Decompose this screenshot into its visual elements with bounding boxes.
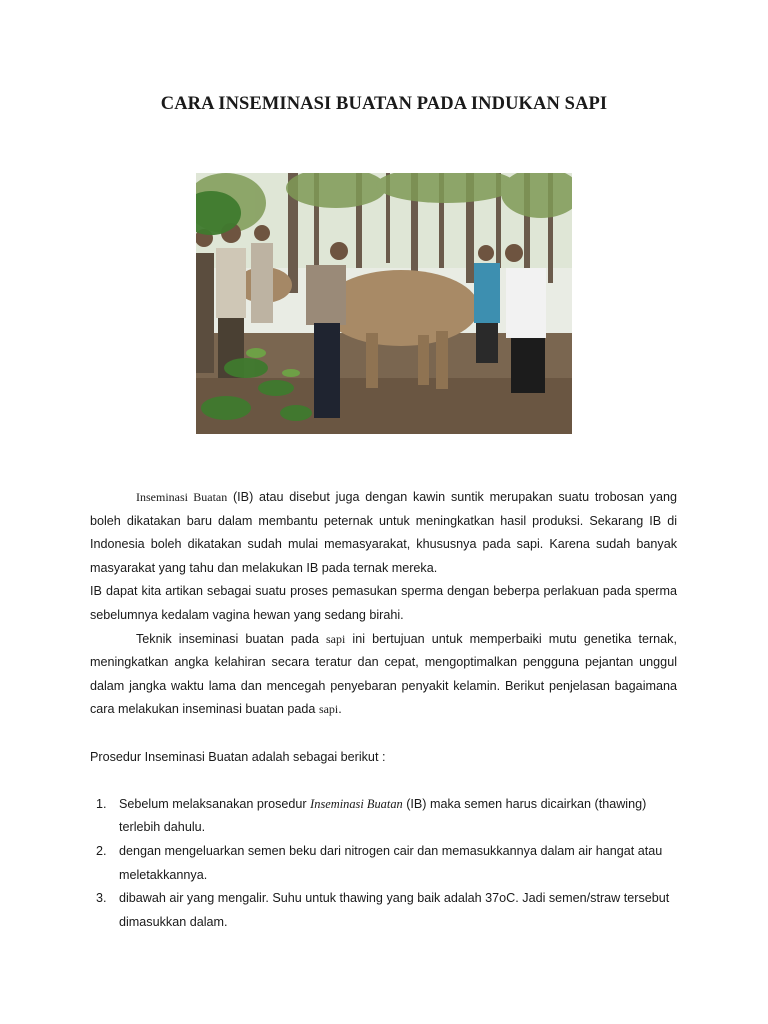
paragraph-purpose	[90, 628, 677, 722]
term-inseminasi-buatan: Inseminasi Buatan	[136, 490, 228, 504]
list-item-number: 3.	[96, 891, 107, 906]
spacer	[90, 769, 677, 793]
document-title: CARA INSEMINASI BUATAN PADA INDUKAN SAPI	[160, 94, 608, 114]
term-sapi-1: sapi	[326, 631, 346, 646]
list-item	[90, 887, 677, 934]
paragraph-definition: IB dapat kita artikan sebagai suatu proses pemasukan sperma dengan beberpa perlakuan pada sperma sebelumnya kedalam vagina hewan yang sedang birahi.	[90, 584, 677, 622]
paragraph-purpose-a: Teknik inseminasi buatan pada	[136, 631, 327, 646]
document-body	[90, 486, 677, 934]
spacer	[90, 722, 677, 746]
paragraph-purpose-b: ini bertujuan untuk memperbaiki mutu genetika ternak, meningkatkan angka kelahiran secara teratur dan cepat, mengoptimalkan pengguna pejantan unggul dalam jangka waktu lama dan mencegah penyebaran penyakit kelamin. Berikut penjelasan bagaimana cara melakukan inseminasi buatan pada	[90, 631, 677, 717]
procedure-steps-list	[90, 793, 677, 935]
paragraph-purpose-c: .	[338, 702, 342, 717]
step-1-b: (IB) maka semen harus dicairkan (thawing) terlebih dahulu.	[119, 796, 647, 835]
cattle-photo	[196, 173, 572, 434]
step-1-a: Sebelum melaksanakan prosedur	[119, 796, 311, 811]
list-item	[90, 840, 677, 887]
term-inseminasi-buatan-italic: Inseminasi Buatan	[310, 796, 403, 811]
paragraph-intro	[90, 486, 677, 580]
step-3-text: dibawah air yang mengalir. Suhu untuk thawing yang baik adalah 37oC. Jadi semen/straw tersebut dimasukkan dalam.	[119, 891, 670, 929]
step-2-text: dengan mengeluarkan semen beku dari nitrogen cair dan memasukkannya dalam air hangat atau meletakkannya.	[119, 843, 663, 882]
list-item-number: 1.	[96, 796, 107, 811]
list-item	[90, 793, 677, 840]
list-item-number: 2.	[96, 843, 107, 858]
term-sapi-2: sapi	[318, 702, 339, 717]
procedure-intro: Prosedur Inseminasi Buatan adalah sebagai berikut :	[90, 749, 386, 764]
paragraph-intro-text: (IB) atau disebut juga dengan kawin suntik merupakan suatu trobosan yang boleh dikatakan baru dalam membantu peternak untuk meningkatkan hasil produksi. Sekarang IB di Indonesia boleh dikatakan sudah mulai memasyarakat, khususnya pada sapi. Karena sudah banyak masyarakat yang tahu dan melakukan IB pada ternak mereka.	[90, 490, 677, 575]
